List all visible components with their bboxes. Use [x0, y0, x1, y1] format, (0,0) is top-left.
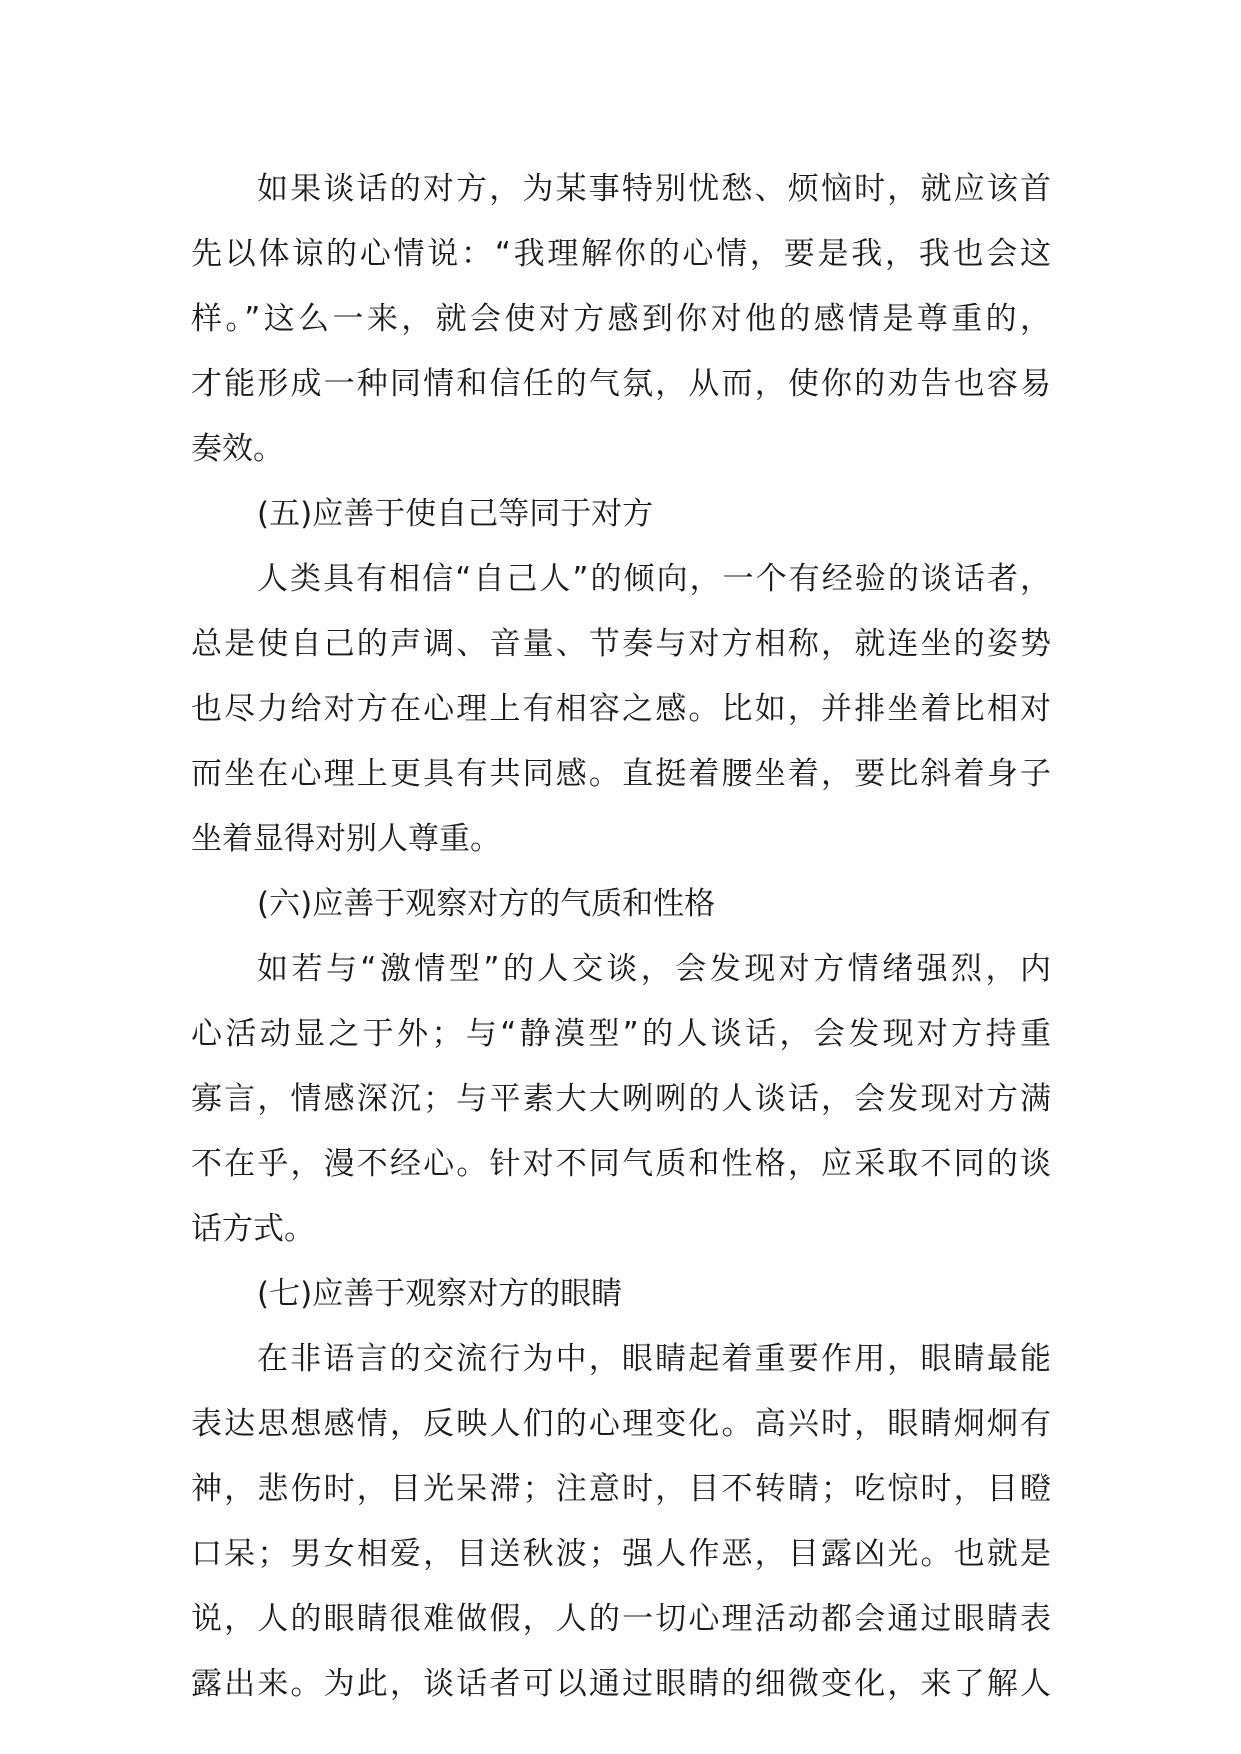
paragraph: [191, 157, 1051, 482]
text-line: 样。”这么一来，就会使对方感到你对他的感情是尊重的，: [191, 301, 1051, 337]
paragraph: [191, 937, 1051, 1262]
text-line: 露出来。为此，谈话者可以通过眼睛的细微变化，来了解人: [191, 1666, 1051, 1702]
text-line: 在非语言的交流行为中，眼睛起着重要作用，眼睛最能: [257, 1341, 1051, 1377]
text-line: 如若与“激情型”的人交谈，会发现对方情绪强烈，内: [257, 951, 1051, 987]
text-line: 总是使自己的声调、音量、节奏与对方相称，就连坐的姿势: [191, 626, 1051, 662]
text-line: 口呆；男女相爱，目送秋波；强人作恶，目露凶光。也就是: [191, 1536, 1051, 1572]
text-line: 表达思想感情，反映人们的心理变化。高兴时，眼睛炯炯有: [191, 1406, 1051, 1442]
text-line: 说，人的眼睛很难做假，人的一切心理活动都会通过眼睛表: [191, 1601, 1051, 1637]
text-line: 心活动显之于外；与“静漠型”的人谈话，会发现对方持重: [191, 1016, 1051, 1052]
text-line: 寡言，情感深沉；与平素大大咧咧的人谈话，会发现对方满: [191, 1081, 1051, 1117]
text-line: 才能形成一种同情和信任的气氛，从而，使你的劝告也容易: [191, 366, 1051, 402]
text-line: 人类具有相信“自己人”的倾向，一个有经验的谈话者，: [257, 561, 1051, 597]
text-line: 如果谈话的对方，为某事特别忧愁、烦恼时，就应该首: [257, 171, 1051, 207]
paragraph: [191, 1327, 1051, 1717]
text-line: 先以体谅的心情说：“我理解你的心情，要是我，我也会这: [191, 236, 1051, 272]
text-line: 奏效。: [191, 431, 284, 467]
section-heading: (七)应善于观察对方的眼睛: [257, 1276, 623, 1312]
text-line: 而坐在心理上更具有共同感。直挺着腰坐着，要比斜着身子: [191, 756, 1051, 792]
text-line: 神，悲伤时，目光呆滞；注意时，目不转睛；吃惊时，目瞪: [191, 1471, 1051, 1507]
text-line: 也尽力给对方在心理上有相容之感。比如，并排坐着比相对: [191, 691, 1051, 727]
text-line: 话方式。: [191, 1211, 315, 1247]
section-heading: (五)应善于使自己等同于对方: [257, 496, 654, 532]
text-line: 坐着显得对别人尊重。: [191, 821, 501, 857]
section-heading: (六)应善于观察对方的气质和性格: [257, 886, 716, 922]
text-line: 不在乎，漫不经心。针对不同气质和性格，应采取不同的谈: [191, 1146, 1051, 1182]
document-body: [191, 157, 1051, 1717]
paragraph: [191, 547, 1051, 872]
